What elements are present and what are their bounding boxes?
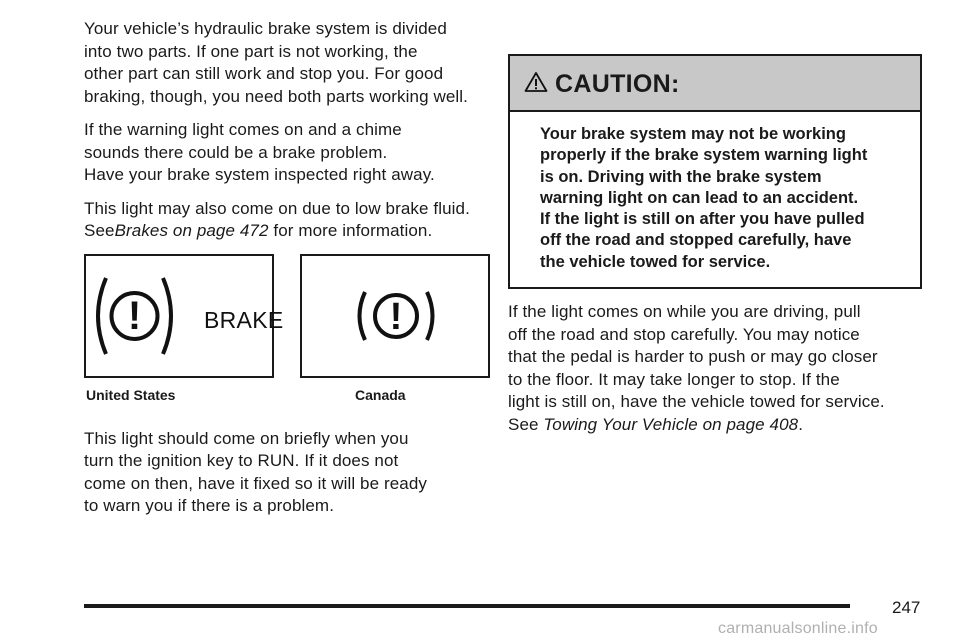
warning-light-paragraph: If the warning light comes on and a chime sounds there could be a brake problem. Have your brake system inspected right away. <box>84 120 435 184</box>
left-column <box>84 18 500 529</box>
exclamation-symbol: ! <box>389 295 403 338</box>
brake-warning-icon <box>302 256 488 376</box>
more-info-text: for more information. <box>268 221 433 240</box>
warning-triangle-icon <box>524 71 548 93</box>
brake-word: BRAKE <box>204 306 284 333</box>
page-number: 247 <box>892 598 921 617</box>
right-column <box>508 54 926 447</box>
low-fluid-text: This light may also come on due to low brake fluid. <box>84 198 470 218</box>
caution-box <box>508 54 922 289</box>
caution-text: Your brake system may not be working properly if the brake system warning light is on. Driving with the brake system warning light on can lead to an accident. If the light is still on after you have pulled off the road and stopped carefully, have the vehicle towed for service. <box>540 125 868 271</box>
towing-page-reference: Towing Your Vehicle on page 408 <box>543 414 799 434</box>
see-label: See <box>508 414 544 434</box>
see-label: See <box>84 221 115 240</box>
period: . <box>798 414 804 434</box>
brakes-page-reference: Brakes on page 472 <box>114 221 269 240</box>
warning-light-figures <box>84 254 500 414</box>
caution-header <box>510 56 920 112</box>
canada-caption: Canada <box>355 386 406 403</box>
caution-title: CAUTION: <box>555 70 680 98</box>
low-fluid-paragraph <box>84 198 500 243</box>
exclamation-symbol: ! <box>127 293 142 338</box>
watermark: carmanualsonline.info <box>718 620 878 637</box>
footer-rule <box>84 604 850 608</box>
driving-light-text: If the light comes on while you are driving, pull off the road and stop carefully. You may notice that the pedal is harder to push or may go closer to the floor. It may take longer to stop. If the light is still on, have the vehicle towed for service. <box>508 302 885 412</box>
us-caption: United States <box>86 386 176 403</box>
driving-light-paragraph <box>508 301 926 436</box>
intro-paragraph: Your vehicle’s hydraulic brake system is divided into two parts. If one part is not working, the other part can still work and stop you. For good braking, though, you need both parts working well. <box>84 19 468 106</box>
ignition-check-paragraph: This light should come on briefly when you turn the ignition key to RUN. If it does not come on then, have it fixed so it will be ready to warn you if there is a problem. <box>84 428 427 515</box>
us-brake-light-figure <box>84 254 284 378</box>
canada-brake-light-figure <box>300 254 490 378</box>
